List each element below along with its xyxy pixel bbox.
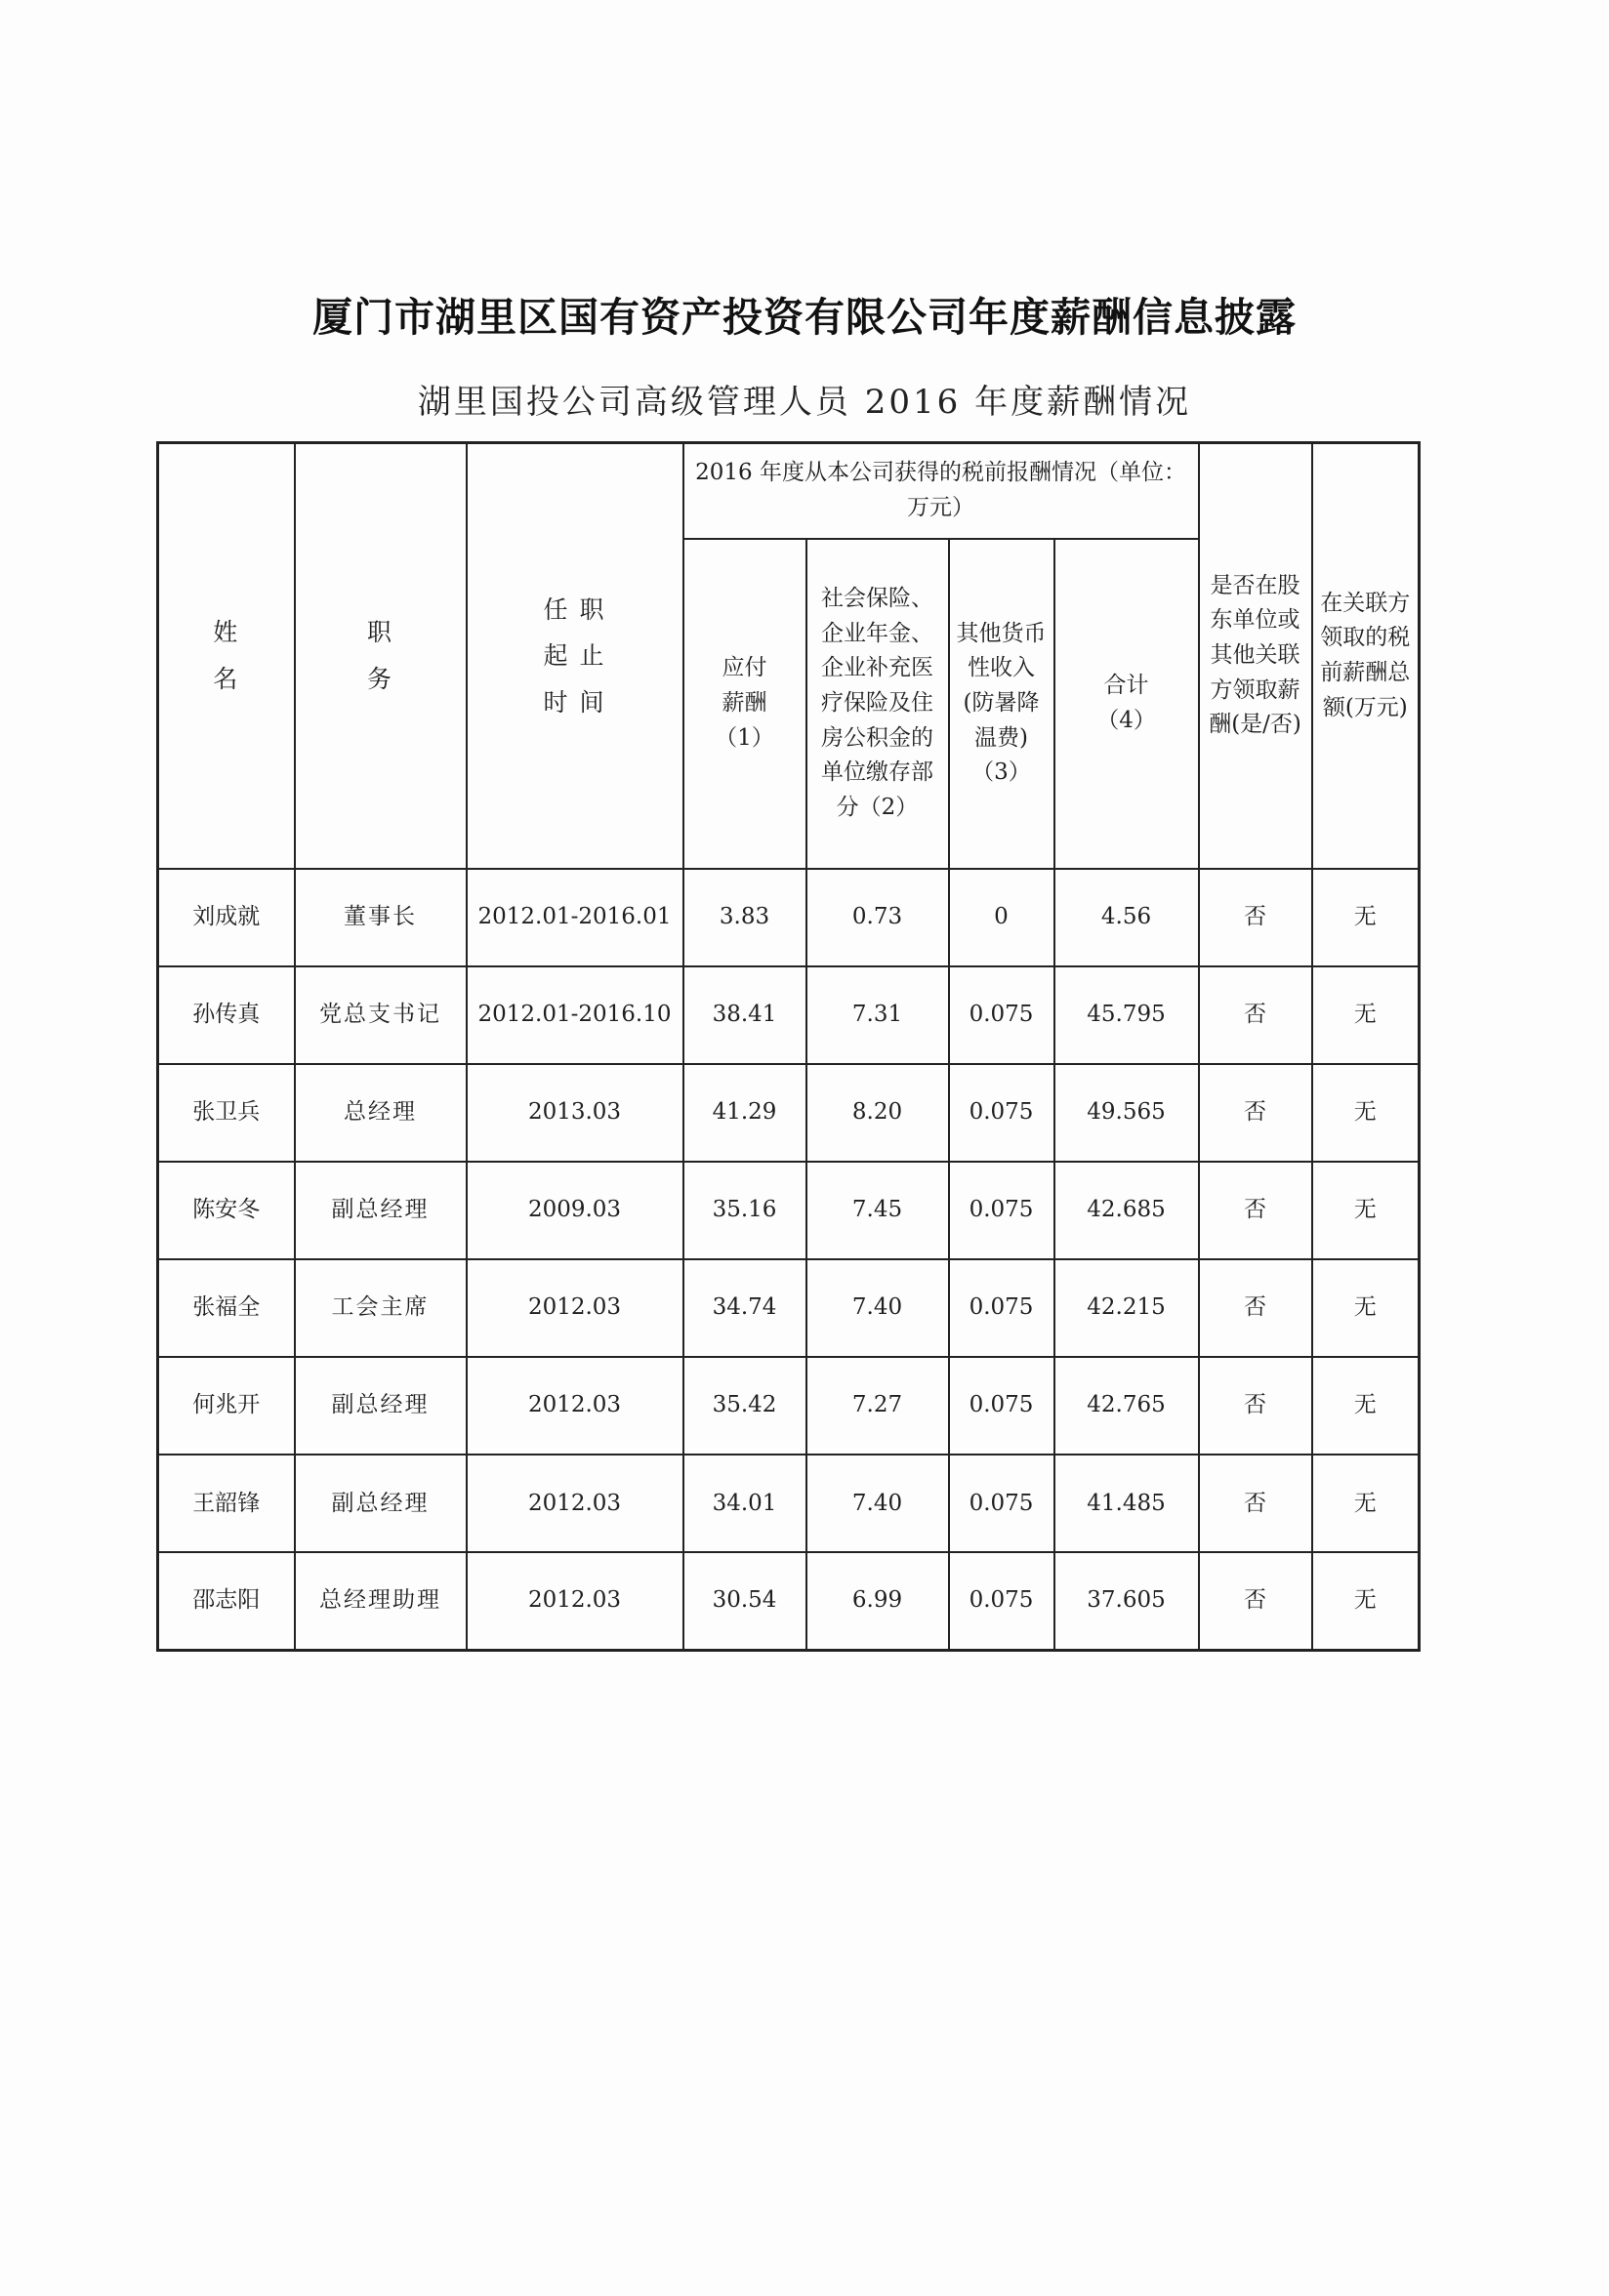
cell-term: 2012.03	[467, 1552, 683, 1650]
document-subtitle: 湖里国投公司高级管理人员 2016 年度薪酬情况	[417, 383, 1192, 422]
cell-name: 张卫兵	[158, 1064, 295, 1162]
cell-name: 陈安冬	[158, 1162, 295, 1259]
cell-shareholder: 否	[1199, 1259, 1312, 1357]
table-row	[158, 1455, 1420, 1552]
table-row	[158, 1357, 1420, 1455]
cell-position: 工会主席	[295, 1259, 467, 1357]
cell-total: 4.56	[1054, 869, 1199, 966]
cell-total: 42.765	[1054, 1357, 1199, 1455]
header-position-text: 职 务	[366, 618, 393, 693]
cell-insurance: 6.99	[806, 1552, 949, 1650]
cell-position: 副总经理	[295, 1162, 467, 1259]
cell-insurance: 7.40	[806, 1455, 949, 1552]
cell-related: 无	[1312, 1162, 1420, 1259]
cell-payable: 38.41	[683, 966, 806, 1064]
cell-insurance: 8.20	[806, 1064, 949, 1162]
cell-position: 总经理助理	[295, 1552, 467, 1650]
document-title: 厦门市湖里区国有资产投资有限公司年度薪酬信息披露	[312, 294, 1297, 341]
header-other	[949, 539, 1054, 869]
cell-payable: 35.42	[683, 1357, 806, 1455]
header-other-text: 其他货币性收入(防暑降温费)（3）	[956, 620, 1047, 786]
header-group-text: 2016 年度从本公司获得的税前报酬情况（单位：万元）	[695, 460, 1186, 520]
table-row	[158, 1162, 1420, 1259]
cell-other: 0.075	[949, 1162, 1054, 1259]
cell-shareholder: 否	[1199, 966, 1312, 1064]
cell-payable: 3.83	[683, 869, 806, 966]
header-term	[467, 443, 683, 869]
cell-insurance: 7.27	[806, 1357, 949, 1455]
header-total	[1054, 539, 1199, 869]
cell-other: 0.075	[949, 1552, 1054, 1650]
cell-related: 无	[1312, 1064, 1420, 1162]
cell-payable: 35.16	[683, 1162, 806, 1259]
cell-related: 无	[1312, 1259, 1420, 1357]
cell-payable: 41.29	[683, 1064, 806, 1162]
header-total-text: 合计 （4）	[1096, 673, 1156, 733]
cell-term: 2012.03	[467, 1357, 683, 1455]
cell-position: 总经理	[295, 1064, 467, 1162]
cell-term: 2012.03	[467, 1455, 683, 1552]
cell-related: 无	[1312, 1357, 1420, 1455]
cell-term: 2012.01-2016.01	[467, 869, 683, 966]
table-row	[158, 966, 1420, 1064]
cell-name: 刘成就	[158, 869, 295, 966]
cell-total: 49.565	[1054, 1064, 1199, 1162]
cell-position: 董事长	[295, 869, 467, 966]
cell-position: 副总经理	[295, 1357, 467, 1455]
header-insurance-text: 社会保险、企业年金、企业补充医疗保险及住房公积金的单位缴存部分（2）	[821, 585, 933, 820]
cell-insurance: 7.31	[806, 966, 949, 1064]
cell-total: 42.685	[1054, 1162, 1199, 1259]
header-group	[683, 443, 1199, 539]
cell-other: 0.075	[949, 1357, 1054, 1455]
cell-related: 无	[1312, 869, 1420, 966]
salary-table	[156, 441, 1421, 1652]
table-row	[158, 1552, 1420, 1650]
cell-other: 0.075	[949, 1064, 1054, 1162]
cell-insurance: 7.40	[806, 1259, 949, 1357]
cell-payable: 34.01	[683, 1455, 806, 1552]
cell-shareholder: 否	[1199, 1064, 1312, 1162]
cell-related: 无	[1312, 1455, 1420, 1552]
cell-total: 37.605	[1054, 1552, 1199, 1650]
cell-related: 无	[1312, 966, 1420, 1064]
cell-shareholder: 否	[1199, 1455, 1312, 1552]
cell-other: 0.075	[949, 1259, 1054, 1357]
cell-total: 45.795	[1054, 966, 1199, 1064]
table-row	[158, 1259, 1420, 1357]
cell-total: 41.485	[1054, 1455, 1199, 1552]
header-shareholder-text: 是否在股东单位或其他关联方领取薪酬(是/否)	[1209, 572, 1301, 738]
table-row	[158, 1064, 1420, 1162]
cell-shareholder: 否	[1199, 1162, 1312, 1259]
cell-name: 张福全	[158, 1259, 295, 1357]
cell-term: 2012.01-2016.10	[467, 966, 683, 1064]
cell-shareholder: 否	[1199, 1552, 1312, 1650]
cell-total: 42.215	[1054, 1259, 1199, 1357]
cell-term: 2009.03	[467, 1162, 683, 1259]
cell-name: 孙传真	[158, 966, 295, 1064]
header-shareholder	[1199, 443, 1312, 869]
header-payable-text: 应付 薪酬 （1）	[715, 655, 774, 751]
header-position	[295, 443, 467, 869]
cell-name: 何兆开	[158, 1357, 295, 1455]
cell-related: 无	[1312, 1552, 1420, 1650]
table-header-row	[158, 443, 1420, 539]
cell-payable: 34.74	[683, 1259, 806, 1357]
cell-other: 0	[949, 869, 1054, 966]
cell-insurance: 0.73	[806, 869, 949, 966]
cell-term: 2013.03	[467, 1064, 683, 1162]
cell-name: 王韶锋	[158, 1455, 295, 1552]
header-name-text: 姓 名	[213, 618, 240, 693]
cell-shareholder: 否	[1199, 1357, 1312, 1455]
header-term-text: 任 职 起 止 时 间	[543, 594, 606, 717]
cell-other: 0.075	[949, 966, 1054, 1064]
cell-payable: 30.54	[683, 1552, 806, 1650]
header-name	[158, 443, 295, 869]
table-row	[158, 869, 1420, 966]
cell-name: 邵志阳	[158, 1552, 295, 1650]
header-insurance	[806, 539, 949, 869]
header-related-text: 在关联方领取的税前薪酬总额(万元)	[1320, 590, 1411, 720]
cell-position: 副总经理	[295, 1455, 467, 1552]
header-related	[1312, 443, 1420, 869]
header-payable	[683, 539, 806, 869]
cell-position: 党总支书记	[295, 966, 467, 1064]
cell-term: 2012.03	[467, 1259, 683, 1357]
cell-insurance: 7.45	[806, 1162, 949, 1259]
cell-shareholder: 否	[1199, 869, 1312, 966]
cell-other: 0.075	[949, 1455, 1054, 1552]
